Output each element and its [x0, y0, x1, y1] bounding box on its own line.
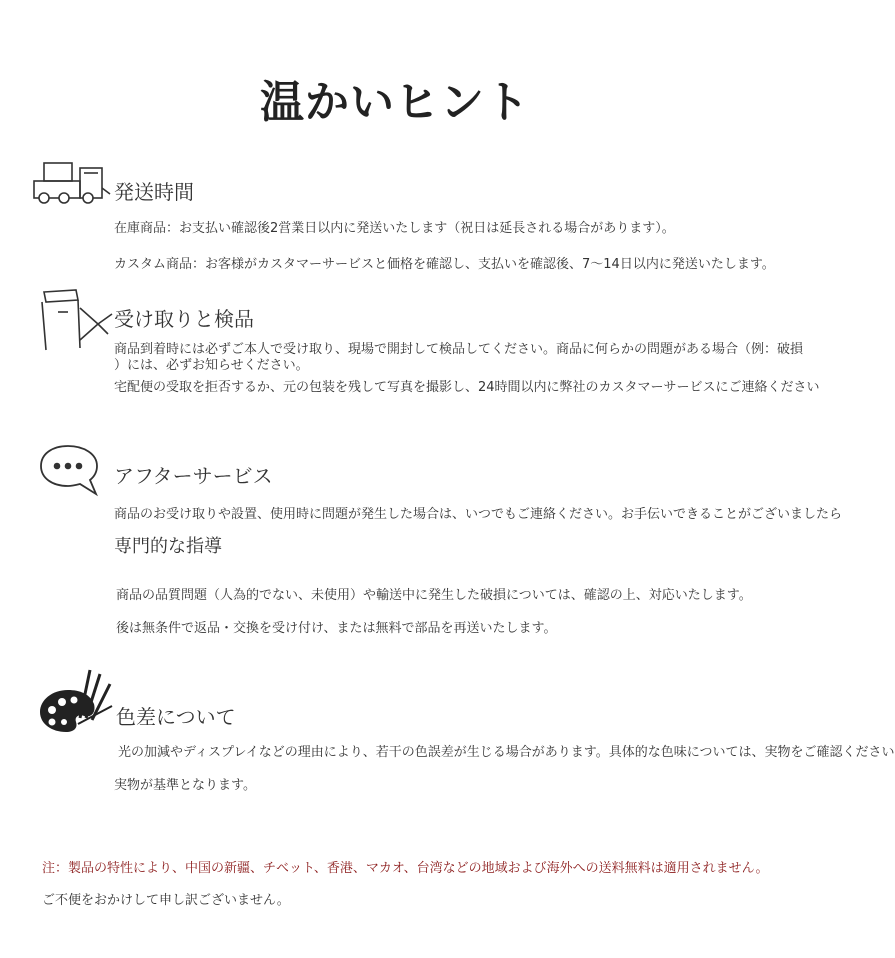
shipping-line-1: 在庫商品：お支払い確認後2営業日以内に発送いたします（祝日は延長される場合があります）。: [114, 221, 675, 236]
aftersales-subheading: 専門的な指導: [114, 536, 222, 557]
box-icon: [38, 288, 114, 354]
receiving-heading: 受け取りと検品: [114, 307, 254, 331]
shipping-line-2: カスタム商品：お客様がカスタマーサービスと価格を確認し、支払いを確認後、7〜14日以内に発送いたします。: [114, 257, 775, 272]
color-line-1: 光の加減やディスプレイなどの理由により、若干の色誤差が生じる場合があります。具体的な色味については、実物をご確認ください: [118, 745, 895, 760]
speech-bubble-icon: [38, 442, 102, 498]
aftersales-line-1: 商品のお受け取りや設置、使用時に問題が発生した場合は、いつでもご連絡ください。お手伝いできることがございましたら: [114, 507, 843, 522]
aftersales-subline-2: 後は無条件で返品・交換を受け付け、または無料で部品を再送いたします。: [116, 621, 557, 636]
receiving-line-3: 宅配便の受取を拒否するか、元の包装を残して写真を撮影し、24時間以内に弊社のカスタマーサービスにご連絡ください: [114, 380, 820, 395]
palette-icon: [38, 666, 114, 736]
color-heading: 色差について: [116, 705, 236, 729]
shipping-heading: 発送時間: [114, 180, 194, 204]
truck-icon: [32, 160, 112, 206]
page-title: 温かいヒント: [260, 77, 530, 128]
notice-line-1: 注：製品の特性により、中国の新疆、チベット、香港、マカオ、台湾などの地域および海外への送料無料は適用されません。: [42, 861, 769, 876]
receiving-line-2: ）には、必ずお知らせください。: [114, 358, 309, 373]
aftersales-subline-1: 商品の品質問題（人為的でない、未使用）や輸送中に発生した破損については、確認の上、対応いたします。: [116, 588, 752, 603]
color-line-2: 実物が基準となります。: [114, 778, 256, 793]
aftersales-heading: アフターサービス: [114, 464, 273, 488]
receiving-line-1: 商品到着時には必ずご本人で受け取り、現場で開封して検品してください。商品に何らかの問題がある場合（例：破損: [114, 342, 804, 357]
notice-line-2: ご不便をおかけして申し訳ございません。: [42, 893, 290, 908]
